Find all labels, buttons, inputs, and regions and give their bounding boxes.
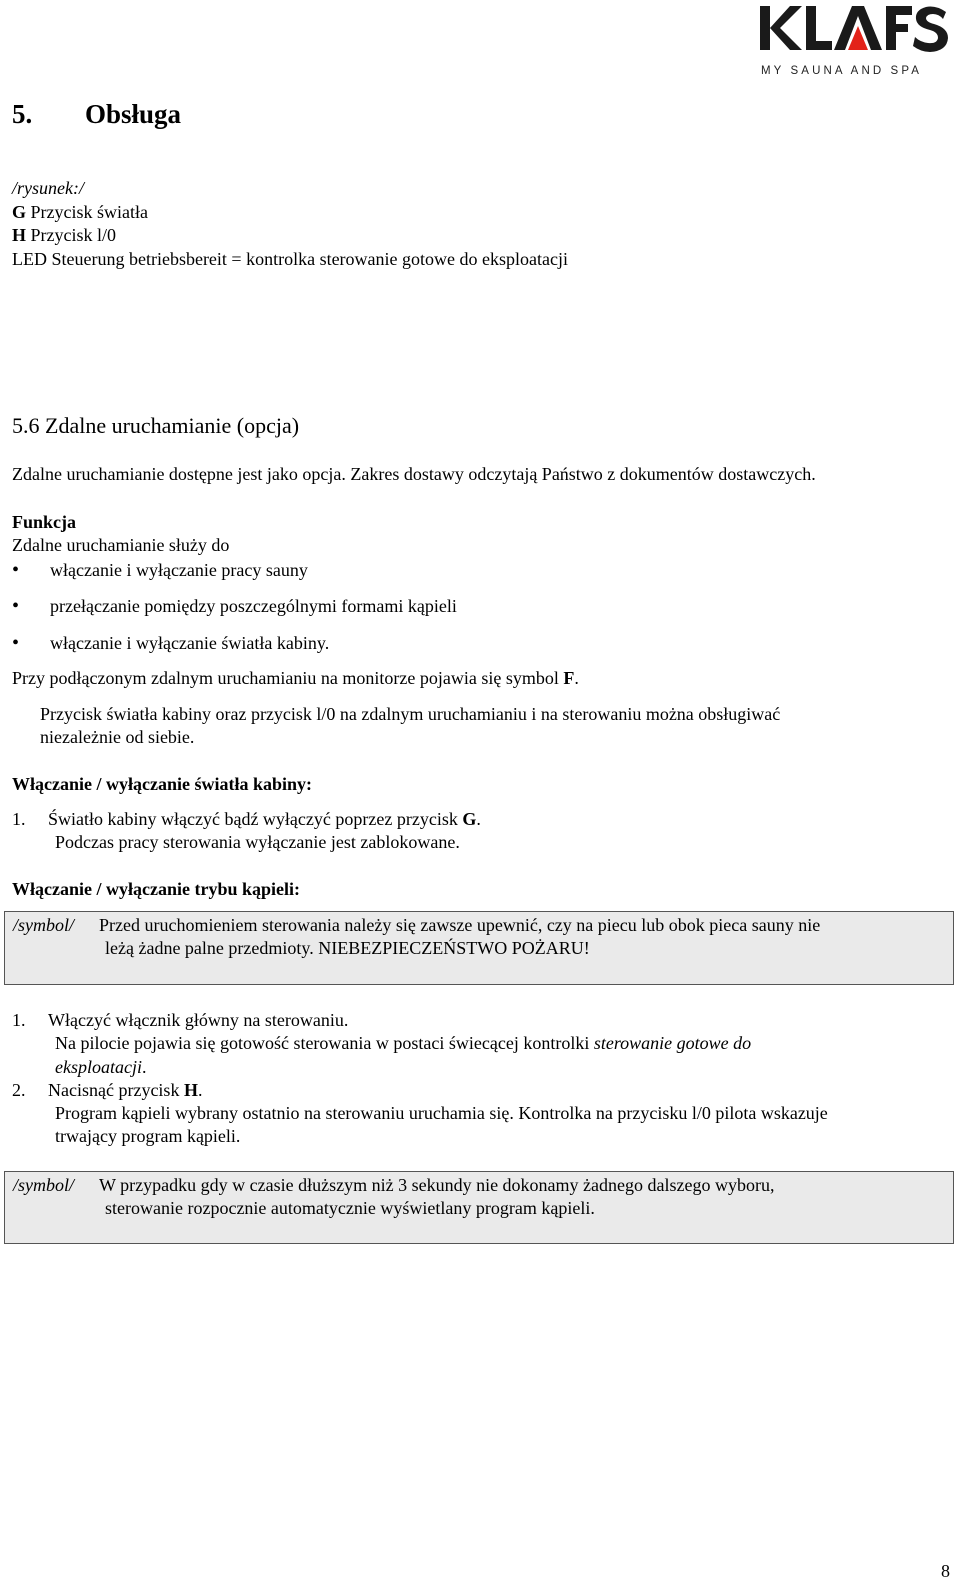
klafs-logo <box>760 2 950 77</box>
bath-step-2: 2. Nacisnąć przycisk H. <box>12 1080 203 1100</box>
bullet-icon <box>12 559 50 582</box>
subsection-title: 5.6 Zdalne uruchamianie (opcja) <box>12 413 300 438</box>
list-item: •włączanie i wyłączanie światła kabiny. <box>12 632 329 655</box>
fire-warning-box <box>4 911 954 985</box>
list-item: •przełączanie pomiędzy poszczególnymi formami kąpieli <box>12 595 457 618</box>
bath-step-2-note-2: trwający program kąpieli. <box>55 1126 241 1146</box>
light-step-note: Podczas pracy sterowania wyłączanie jest zablokowane. <box>55 832 460 852</box>
bath-step-1-note-end: eksploatacji. <box>55 1057 147 1077</box>
legend-item-g: G Przycisk światła <box>12 202 148 222</box>
function-lead: Zdalne uruchamianie służy do <box>12 535 230 555</box>
bath-step-1: 1. Włączyć włącznik główny na sterowaniu. <box>12 1010 349 1030</box>
info-symbol-label: /symbol/ <box>13 1175 74 1195</box>
section-title: Obsługa <box>85 99 182 129</box>
independent-line-2: niezależnie od siebie. <box>40 727 195 747</box>
independent-line-1: Przycisk światła kabiny oraz przycisk l/0 na zdalnym uruchamianiu i na sterowaniu można obsługiwać <box>40 704 781 724</box>
info-line-2: sterowanie rozpocznie automatycznie wyświetlany program kąpieli. <box>105 1198 595 1218</box>
klafs-wordmark-icon <box>760 2 950 58</box>
section-heading <box>12 98 181 130</box>
warning-symbol-label: /symbol/ <box>13 915 74 935</box>
light-step-1: 1. Światło kabiny włączyć bądź wyłączyć poprzez przycisk G. <box>12 809 481 829</box>
bath-step-2-note-1: Program kąpieli wybrany ostatnio na sterowaniu uruchamia się. Kontrolka na przycisku l/0 pilota wskazuje <box>55 1103 828 1123</box>
light-heading: Włączanie / wyłączanie światła kabiny: <box>12 774 312 794</box>
bullet-icon <box>12 595 50 618</box>
function-heading: Funkcja <box>12 512 77 532</box>
legend-item-h: H Przycisk l/0 <box>12 225 117 245</box>
symbol-sentence: Przy podłączonym zdalnym uruchamianiu na monitorze pojawia się symbol F. <box>12 668 579 688</box>
warning-line-1: Przed uruchomieniem sterowania należy się zawsze upewnić, czy na piecu lub obok pieca sauny nie <box>99 915 821 935</box>
auto-start-info-box <box>4 1171 954 1244</box>
list-item: •włączanie i wyłączanie pracy sauny <box>12 559 308 582</box>
figure-caption: /rysunek:/ <box>12 178 84 198</box>
logo-tagline: MY SAUNA AND SPA <box>761 65 923 77</box>
legend-led-line: LED Steuerung betriebsbereit = kontrolka sterowanie gotowe do eksploatacji <box>12 249 568 269</box>
warning-line-2: leżą żadne palne przedmioty. NIEBEZPIECZEŃSTWO POŻARU! <box>105 938 590 958</box>
bath-heading: Włączanie / wyłączanie trybu kąpieli: <box>12 879 300 899</box>
intro-paragraph: Zdalne uruchamianie dostępne jest jako opcja. Zakres dostawy odczytają Państwo z dokumentów dostawczych. <box>12 464 816 484</box>
page-number: 8 <box>941 1561 950 1581</box>
info-line-1: W przypadku gdy w czasie dłuższym niż 3 sekundy nie dokonamy żadnego dalszego wyboru, <box>99 1175 775 1195</box>
bath-step-1-note: Na pilocie pojawia się gotowość sterowania w postaci świecącej kontrolki sterowanie gotowe do <box>55 1033 752 1053</box>
bullet-icon <box>12 632 50 655</box>
section-number: 5. <box>12 99 33 129</box>
